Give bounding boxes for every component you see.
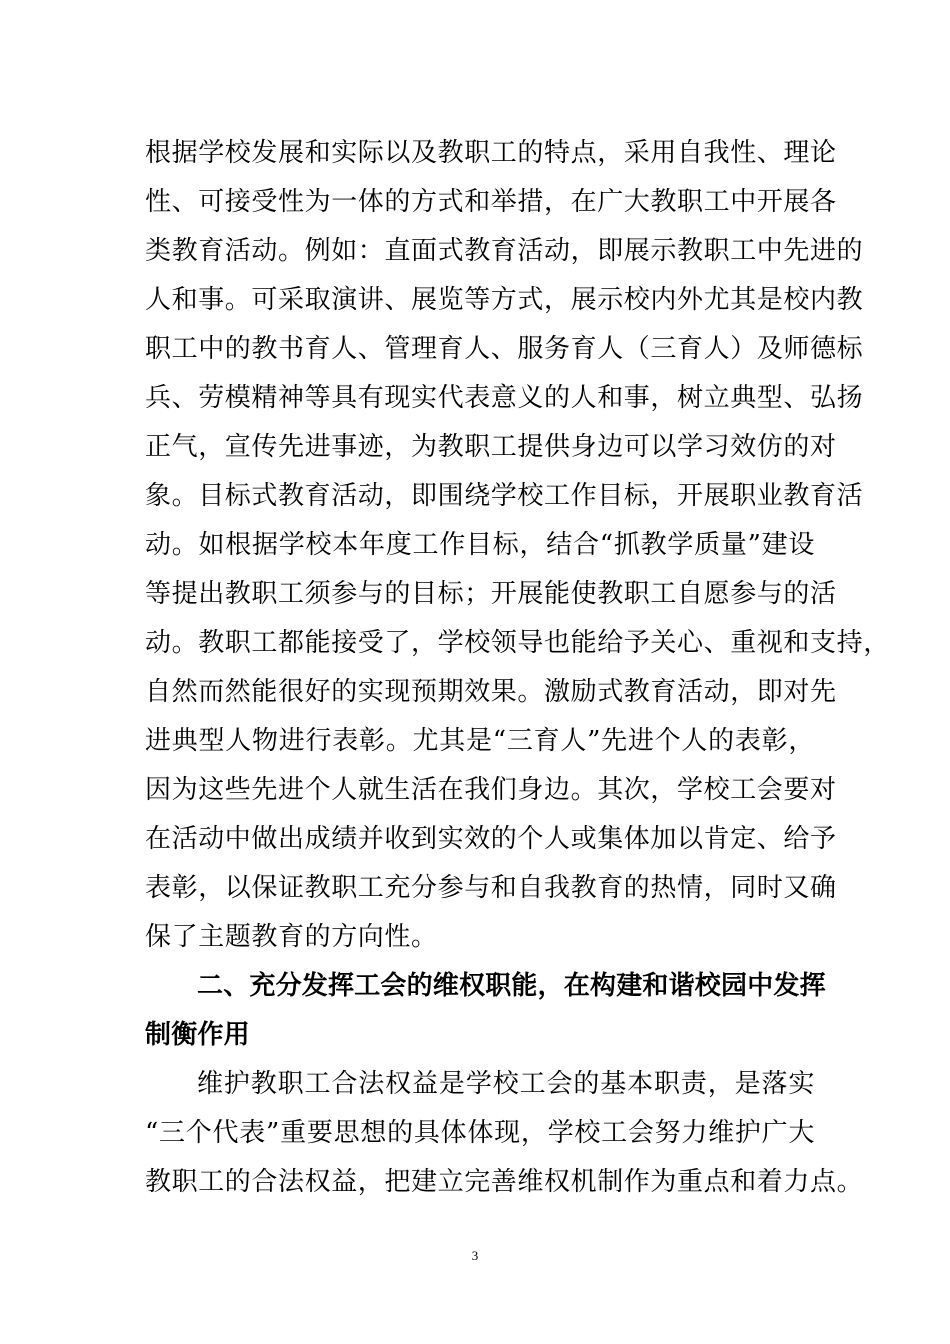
- text-line: 正气，宣传先进事迹，为教职工提供身边可以学习效仿的对: [145, 432, 837, 462]
- section-heading-continued: 制衡作用: [145, 1020, 250, 1050]
- text-line: 因为这些先进个人就生活在我们身边。其次，学校工会要对: [145, 775, 837, 805]
- text-line: 表彰，以保证教职工充分参与和自我教育的热情，同时又确: [145, 873, 837, 903]
- text-line: 象。目标式教育活动，即围绕学校工作目标，开展职业教育活: [145, 481, 864, 511]
- text-line: 进典型人物进行表彰。尤其是“三育人”先进个人的表彰，: [145, 726, 815, 756]
- text-line: 保了主题教育的方向性。: [145, 922, 438, 952]
- section-heading: 二、充分发挥工会的维权职能，在构建和谐校园中发挥: [197, 971, 826, 1001]
- text-line: 动。教职工都能接受了，学校领导也能给予关心、重视和支持，: [145, 628, 890, 658]
- page-number: 3: [471, 1248, 479, 1263]
- text-line: 教职工的合法权益，把建立完善维权机制作为重点和着力点。: [145, 1167, 864, 1197]
- text-line: 动。如根据学校本年度工作目标，结合“抓教学质量”建设: [145, 530, 815, 560]
- text-line: 职工中的教书育人、管理育人、服务育人（三育人）及师德标: [145, 334, 864, 364]
- body-text: [145, 129, 890, 1207]
- text-line: 兵、劳模精神等具有现实代表意义的人和事，树立典型、弘扬: [145, 383, 864, 413]
- text-line: 人和事。可采取演讲、展览等方式，展示校内外尤其是校内教: [145, 285, 864, 315]
- text-line: 性、可接受性为一体的方式和举措，在广大教职工中开展各: [145, 187, 837, 217]
- text-line: 等提出教职工须参与的目标；开展能使教职工自愿参与的活: [145, 579, 837, 609]
- text-line: 类教育活动。例如：直面式教育活动，即展示教职工中先进的: [145, 236, 864, 266]
- text-line: 根据学校发展和实际以及教职工的特点，采用自我性、理论: [145, 138, 837, 168]
- text-line: “三个代表”重要思想的具体体现，学校工会努力维护广大: [145, 1118, 815, 1148]
- text-line: 自然而然能很好的实现预期效果。激励式教育活动，即对先: [145, 677, 837, 707]
- text-line: 在活动中做出成绩并收到实效的个人或集体加以肯定、给予: [145, 824, 837, 854]
- text-line: 维护教职工合法权益是学校工会的基本职责，是落实: [197, 1069, 815, 1099]
